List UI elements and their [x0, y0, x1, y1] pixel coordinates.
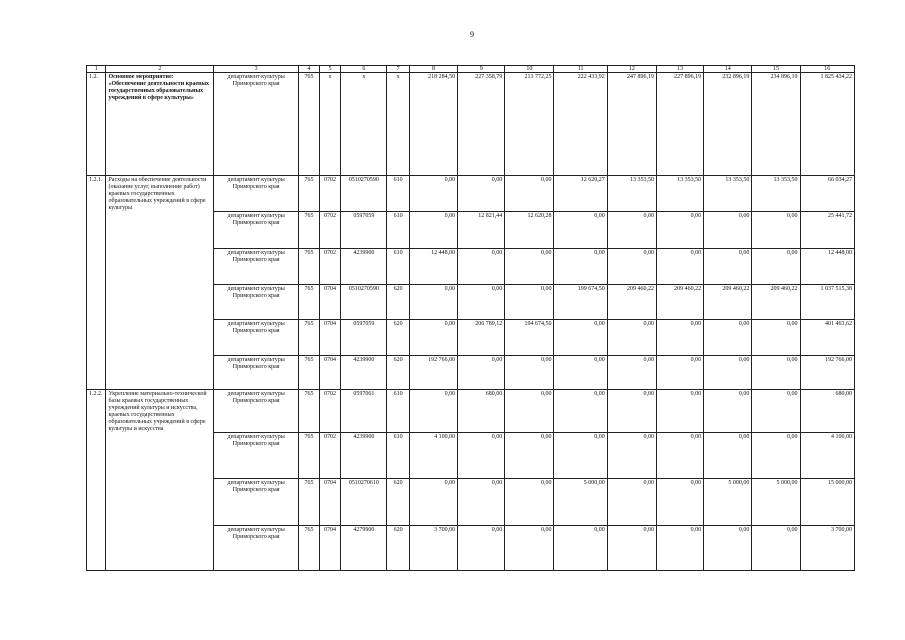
table-body: [87, 73, 855, 571]
code-cell: 620: [387, 479, 410, 526]
amount-cell: 227 358,79: [458, 73, 505, 176]
amount-cell: 13 353,50: [752, 176, 800, 212]
code-cell: 610: [387, 212, 410, 249]
code-cell: 620: [387, 285, 410, 320]
code-cell: 620: [387, 320, 410, 356]
amount-cell: 0,00: [752, 433, 800, 479]
amount-cell: 3 700,00: [409, 526, 457, 571]
amount-cell: 0,00: [505, 479, 554, 526]
amount-cell: 0,00: [704, 249, 752, 285]
amount-cell: 13 353,50: [704, 176, 752, 212]
column-header: 12: [607, 66, 656, 73]
code-cell: 620: [387, 526, 410, 571]
total-cell: 25 441,72: [800, 212, 854, 249]
amount-cell: 0,00: [458, 356, 505, 390]
amount-cell: 0,00: [657, 356, 704, 390]
amount-cell: 0,00: [505, 176, 554, 212]
code-cell: 765: [299, 526, 320, 571]
department-cell: департамент культуры Приморского края: [214, 356, 299, 390]
amount-cell: 0,00: [458, 433, 505, 479]
code-cell: 0510270610: [341, 479, 387, 526]
department-cell: департамент культуры Приморского края: [214, 479, 299, 526]
code-cell: 4239900: [341, 249, 387, 285]
code-cell: 610: [387, 390, 410, 433]
department-cell: департамент культуры Приморского края: [214, 526, 299, 571]
code-cell: 0702: [319, 433, 341, 479]
amount-cell: 5 000,00: [554, 479, 607, 526]
amount-cell: 0,00: [607, 320, 656, 356]
header-row: [87, 66, 855, 73]
amount-cell: 13 353,50: [657, 176, 704, 212]
department-cell: департамент культуры Приморского края: [214, 249, 299, 285]
column-header: 2: [106, 66, 214, 73]
amount-cell: 12 448,00: [409, 249, 457, 285]
column-header: 1: [87, 66, 106, 73]
amount-cell: 0,00: [752, 526, 800, 571]
budget-table: [86, 65, 855, 571]
code-cell: 765: [299, 479, 320, 526]
column-header: 3: [214, 66, 299, 73]
code-cell: 620: [387, 356, 410, 390]
column-header: 14: [704, 66, 752, 73]
code-cell: 0704: [319, 356, 341, 390]
amount-cell: 0,00: [704, 526, 752, 571]
code-cell: 0702: [319, 390, 341, 433]
department-cell: департамент культуры Приморского края: [214, 176, 299, 212]
item-name: Укрепление материально-технической базы краевых государственных учреждений культуры и искусства, краевых государственных образовательных учреждений в сфере культуры и искусства: [106, 390, 214, 571]
code-cell: 0704: [319, 320, 341, 356]
code-cell: х: [387, 73, 410, 176]
code-cell: 0704: [319, 526, 341, 571]
total-cell: 66 034,27: [800, 176, 854, 212]
amount-cell: 0,00: [704, 356, 752, 390]
amount-cell: 0,00: [458, 285, 505, 320]
column-header: 13: [657, 66, 704, 73]
amount-cell: 209 460,22: [657, 285, 704, 320]
amount-cell: 192 766,00: [409, 356, 457, 390]
amount-cell: 0,00: [554, 320, 607, 356]
department-cell: департамент культуры Приморского края: [214, 320, 299, 356]
amount-cell: 0,00: [657, 479, 704, 526]
amount-cell: 227 896,19: [657, 73, 704, 176]
column-header: 8: [409, 66, 457, 73]
amount-cell: 0,00: [505, 526, 554, 571]
amount-cell: 0,00: [607, 356, 656, 390]
code-cell: 765: [299, 285, 320, 320]
amount-cell: 12 620,28: [505, 212, 554, 249]
amount-cell: 0,00: [607, 526, 656, 571]
code-cell: 0704: [319, 285, 341, 320]
total-cell: 1 037 515,38: [800, 285, 854, 320]
amount-cell: 0,00: [554, 249, 607, 285]
column-header: 10: [505, 66, 554, 73]
item-index: 1.2.1.: [87, 176, 106, 390]
amount-cell: 0,00: [607, 479, 656, 526]
column-header: 15: [752, 66, 800, 73]
total-cell: 4 100,00: [800, 433, 854, 479]
amount-cell: 0,00: [657, 390, 704, 433]
amount-cell: 0,00: [607, 390, 656, 433]
code-cell: 0702: [319, 249, 341, 285]
amount-cell: 232 896,19: [704, 73, 752, 176]
amount-cell: 0,00: [554, 390, 607, 433]
page-number: 9: [470, 30, 474, 39]
amount-cell: 12 821,44: [458, 212, 505, 249]
code-cell: 765: [299, 73, 320, 176]
code-cell: 765: [299, 320, 320, 356]
amount-cell: 13 353,50: [607, 176, 656, 212]
amount-cell: 0,00: [409, 479, 457, 526]
code-cell: 4279900: [341, 526, 387, 571]
code-cell: 610: [387, 249, 410, 285]
amount-cell: 5 000,00: [752, 479, 800, 526]
item-name: Расходы на обеспечение деятельности (оказание услуг, выполнение работ) краевых государственных образовательных учреждений в сфере культуры: [106, 176, 214, 390]
amount-cell: 0,00: [657, 433, 704, 479]
amount-cell: 0,00: [704, 212, 752, 249]
amount-cell: 0,00: [657, 212, 704, 249]
code-cell: 765: [299, 212, 320, 249]
amount-cell: 12 620,27: [554, 176, 607, 212]
amount-cell: 0,00: [505, 249, 554, 285]
amount-cell: 0,00: [409, 212, 457, 249]
amount-cell: 5 000,00: [704, 479, 752, 526]
amount-cell: 0,00: [752, 356, 800, 390]
total-cell: 12 448,00: [800, 249, 854, 285]
column-header: 11: [554, 66, 607, 73]
column-header: 7: [387, 66, 410, 73]
amount-cell: 0,00: [704, 433, 752, 479]
amount-cell: 206 789,12: [458, 320, 505, 356]
amount-cell: 0,00: [657, 249, 704, 285]
code-cell: х: [319, 73, 341, 176]
code-cell: 0702: [319, 176, 341, 212]
amount-cell: 0,00: [752, 320, 800, 356]
item-index: 1.2.2.: [87, 390, 106, 571]
amount-cell: 4 100,00: [409, 433, 457, 479]
total-cell: 680,00: [800, 390, 854, 433]
column-header: 6: [341, 66, 387, 73]
code-cell: 0704: [319, 479, 341, 526]
amount-cell: 680,00: [458, 390, 505, 433]
amount-cell: 0,00: [657, 526, 704, 571]
total-cell: 401 463,62: [800, 320, 854, 356]
amount-cell: 0,00: [505, 285, 554, 320]
amount-cell: 0,00: [657, 320, 704, 356]
total-cell: 15 000,00: [800, 479, 854, 526]
amount-cell: 0,00: [458, 249, 505, 285]
column-header: 16: [800, 66, 854, 73]
code-cell: 4239900: [341, 433, 387, 479]
column-header: 5: [319, 66, 341, 73]
code-cell: х: [341, 73, 387, 176]
department-cell: департамент культуры Приморского края: [214, 390, 299, 433]
code-cell: 765: [299, 176, 320, 212]
code-cell: 610: [387, 176, 410, 212]
code-cell: 0597059: [341, 320, 387, 356]
amount-cell: 218 284,50: [409, 73, 457, 176]
code-cell: 765: [299, 390, 320, 433]
amount-cell: 0,00: [752, 249, 800, 285]
department-cell: департамент культуры Приморского края: [214, 212, 299, 249]
item-index: 1.2.: [87, 73, 106, 176]
total-cell: 3 700,00: [800, 526, 854, 571]
amount-cell: 0,00: [409, 285, 457, 320]
item-name: Основное мероприятие: «Обеспечение деятельности краевых государственных образовательных учреждений в сфере культуры»: [106, 73, 214, 176]
amount-cell: 213 772,25: [505, 73, 554, 176]
department-cell: департамент культуры Приморского края: [214, 433, 299, 479]
code-cell: 765: [299, 249, 320, 285]
code-cell: 0510270590: [341, 285, 387, 320]
code-cell: 0597061: [341, 390, 387, 433]
amount-cell: 0,00: [704, 320, 752, 356]
amount-cell: 0,00: [458, 526, 505, 571]
amount-cell: 209 460,22: [607, 285, 656, 320]
code-cell: 765: [299, 433, 320, 479]
amount-cell: 0,00: [752, 212, 800, 249]
code-cell: 0702: [319, 212, 341, 249]
amount-cell: 0,00: [554, 433, 607, 479]
code-cell: 0510270590: [341, 176, 387, 212]
table-row: [87, 73, 855, 176]
amount-cell: 0,00: [607, 212, 656, 249]
department-cell: департамент культуры Приморского края: [214, 73, 299, 176]
code-cell: 610: [387, 433, 410, 479]
amount-cell: 0,00: [554, 526, 607, 571]
amount-cell: 209 460,22: [752, 285, 800, 320]
column-header: 4: [299, 66, 320, 73]
code-cell: 0597059: [341, 212, 387, 249]
amount-cell: 247 896,19: [607, 73, 656, 176]
amount-cell: 209 460,22: [704, 285, 752, 320]
amount-cell: 0,00: [554, 212, 607, 249]
table-row: [87, 390, 855, 433]
amount-cell: 0,00: [554, 356, 607, 390]
code-cell: 4239900: [341, 356, 387, 390]
total-cell: 192 766,00: [800, 356, 854, 390]
table-row: [87, 176, 855, 212]
amount-cell: 0,00: [505, 390, 554, 433]
amount-cell: 199 674,50: [554, 285, 607, 320]
amount-cell: 0,00: [505, 433, 554, 479]
amount-cell: 0,00: [607, 249, 656, 285]
amount-cell: 0,00: [607, 433, 656, 479]
amount-cell: 0,00: [409, 176, 457, 212]
amount-cell: 0,00: [752, 390, 800, 433]
amount-cell: 0,00: [409, 320, 457, 356]
amount-cell: 0,00: [458, 479, 505, 526]
amount-cell: 234 896,19: [752, 73, 800, 176]
amount-cell: 0,00: [505, 356, 554, 390]
amount-cell: 0,00: [409, 390, 457, 433]
amount-cell: 194 674,50: [505, 320, 554, 356]
total-cell: 1 825 434,22: [800, 73, 854, 176]
column-header: 9: [458, 66, 505, 73]
amount-cell: 0,00: [458, 176, 505, 212]
department-cell: департамент культуры Приморского края: [214, 285, 299, 320]
code-cell: 765: [299, 356, 320, 390]
amount-cell: 0,00: [704, 390, 752, 433]
amount-cell: 222 433,92: [554, 73, 607, 176]
